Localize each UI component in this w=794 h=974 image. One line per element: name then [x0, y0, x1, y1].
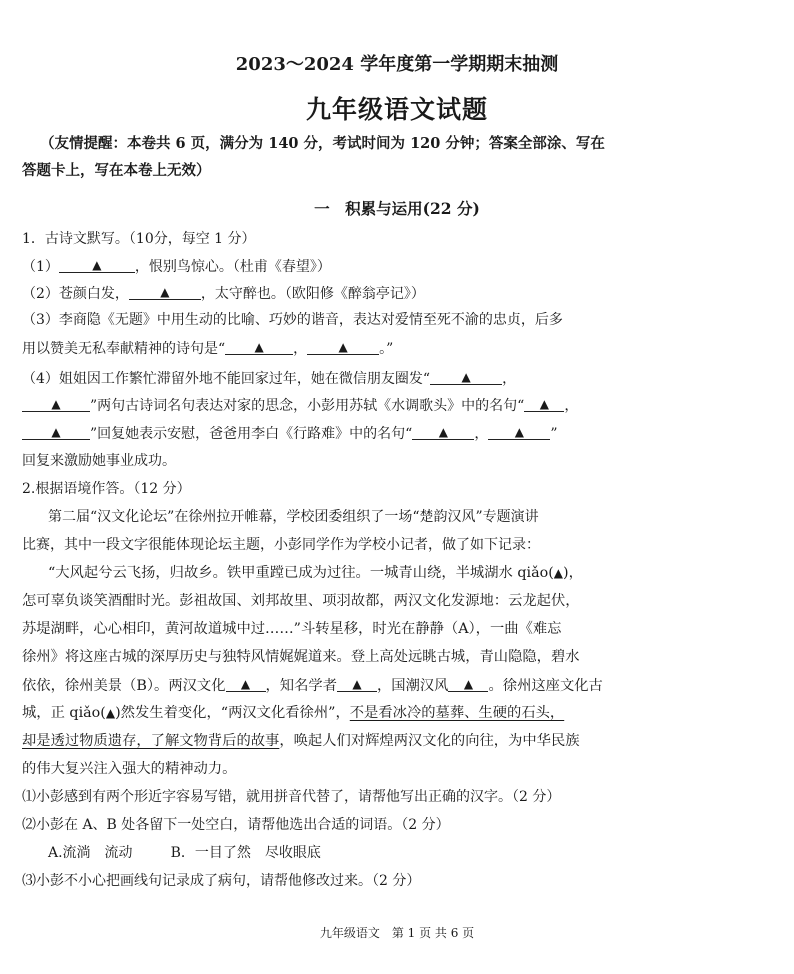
underlined-sentence-part2: 却是透过物质遗存，了解文物背后的故事: [22, 733, 280, 749]
q2-sub2-options: [48, 843, 321, 863]
q2-passage-line1: [48, 563, 583, 583]
q1-sub4-line2-text: ”两句古诗词名句表达对家的思念，小彭用苏轼《水调歌头》中的名句“: [90, 398, 525, 414]
answer-blank-triangle-icon: [524, 395, 564, 412]
q2-option-a: A.流淌 流动: [48, 845, 133, 861]
q2-sub2: ⑵小彭在 A、B 处各留下一处空白，请帮他选出合适的词语。（2 分）: [22, 817, 450, 833]
answer-blank-triangle-icon: [337, 675, 377, 692]
answer-blank-triangle-icon: [59, 256, 135, 273]
q2-stem: 2.根据语境作答。（12 分）: [22, 481, 191, 497]
page-footer: 九年级语文 第 1 页 共 6 页: [319, 926, 475, 940]
answer-blank-triangle-icon: [307, 338, 379, 355]
q1-sub4-line3-end: ”: [550, 426, 558, 442]
q2-passage-line5: [22, 675, 603, 696]
underlined-sentence-part1: 不是看冰冷的墓葬、生硬的石头，: [349, 705, 565, 721]
q1-sub3-line2: [22, 338, 393, 359]
q2-passage-line7: [22, 731, 580, 751]
q1-sub3-comma: ，: [293, 341, 308, 357]
answer-blank-triangle-icon: [225, 338, 293, 355]
q1-sub1-text: ，恨别鸟惊心。（杜甫《春望》）: [134, 259, 331, 275]
q2-passage-line2: 怎可辜负谈笑酒酣时光。彭祖故国、刘邦故里、项羽故都，两汉文化发源地：云龙起伏，: [22, 593, 580, 609]
q2-passage-p5-d: 。徐州这座文化古: [488, 678, 603, 694]
q2-sub3: ⑶小彭不小心把画线句记录成了病句，请帮他修改过来。（2 分）: [22, 873, 421, 889]
q1-sub3-line1: （3）李商隐《无题》中用生动的比喻、巧妙的谐音，表达对爱情至死不渝的忠贞，后多: [22, 312, 563, 328]
q2-passage-p5-c: ，国潮汉风: [377, 678, 449, 694]
q1-sub2-text-a: （2）苍颜白发，: [22, 286, 129, 302]
q2-passage-line4: 徐州》将这座古城的深厚历史与独特风情娓娓道来。登上高处远眺古城，青山隐隐，碧水: [22, 649, 580, 665]
q2-passage-p1-end: )，: [563, 565, 583, 581]
answer-blank-triangle-icon: [22, 395, 90, 412]
q1-sub3-end: 。”: [379, 341, 394, 357]
q2-passage-line6: [22, 703, 564, 723]
q2-sub1: ⑴小彭感到有两个形近字容易写错，就用拼音代替了，请帮他写出正确的汉字。（2 分）: [22, 789, 561, 805]
q2-intro-line1: 第二届“汉文化论坛”在徐州拉开帷幕，学校团委组织了一场“楚韵汉风”专题演讲: [48, 509, 539, 525]
q1-sub1-num: （1）: [22, 259, 59, 275]
q2-passage-p7-b: ，唤起人们对辉煌两汉文化的向往，为中华民族: [279, 733, 580, 749]
q1-sub4-line4: 回复来激励她事业成功。: [22, 453, 176, 469]
answer-blank-triangle-icon: [430, 368, 502, 385]
q1-sub2: [22, 283, 425, 304]
notice-line-2: 答题卡上，写在本卷上无效）: [22, 162, 211, 179]
q1-sub4-line3: [22, 423, 558, 444]
q1-sub4-line2-end: ，: [564, 398, 579, 414]
notice-line-1: （友情提醒：本卷共 6 页，满分为 140 分，考试时间为 120 分钟；答案全部涂、写在: [40, 135, 605, 152]
q2-passage-p6-a: 城，正 qiǎo(: [22, 705, 106, 721]
q1-stem: 1．古诗文默写。（10分，每空 1 分）: [22, 231, 256, 247]
q2-passage-p1: “大风起兮云飞扬，归故乡。铁甲重蹚已成为过往。一城青山绕，半城湖水 qiǎo(: [48, 565, 554, 581]
q1-sub4-comma: ，: [502, 371, 517, 387]
paper-title: 九年级语文试题: [305, 95, 488, 124]
q1-sub4-line2: [22, 395, 578, 416]
q1-sub1: [22, 256, 331, 277]
q1-sub4-text: （4）姐姐因工作繁忙滞留外地不能回家过年，她在微信朋友圈发“: [22, 371, 431, 387]
section-1-title: 一 积累与运用(22 分): [314, 199, 480, 218]
exam-title: 2023～2024 学年度第一学期期末抽测: [235, 54, 559, 75]
q1-sub4-line3-comma: ，: [474, 426, 489, 442]
q1-sub3-text: 用以赞美无私奉献精神的诗句是“: [22, 341, 226, 357]
q1-sub4-line3-text: ”回复她表示安慰，爸爸用李白《行路难》中的名句“: [90, 426, 413, 442]
q1-sub4-line1: [22, 368, 516, 389]
q2-passage-p5-a: 依依，徐州美景（B）。两汉文化: [22, 678, 226, 694]
q2-option-b: B．一目了然 尽收眼底: [170, 845, 321, 861]
answer-blank-triangle-icon: [412, 423, 474, 440]
answer-blank-triangle-icon: [226, 675, 266, 692]
blank-triangle-icon: ▲: [105, 706, 116, 720]
q2-passage-p5-b: ，知名学者: [265, 678, 337, 694]
blank-triangle-icon: ▲: [553, 566, 564, 580]
q2-passage-p6-b: )然发生着变化，“两汉文化看徐州”，: [115, 705, 350, 721]
q1-sub2-text-b: ，太守醉也。（欧阳修《醉翁亭记》）: [200, 286, 425, 302]
answer-blank-triangle-icon: [22, 423, 90, 440]
answer-blank-triangle-icon: [448, 675, 488, 692]
answer-blank-triangle-icon: [129, 283, 201, 300]
answer-blank-triangle-icon: [488, 423, 550, 440]
q2-passage-line3: 苏堤湖畔，心心相印，黄河故道城中过……”斗转星移，时光在静静（A），一曲《难忘: [22, 621, 562, 637]
q2-passage-line8: 的伟大复兴注入强大的精神动力。: [22, 761, 237, 777]
q2-intro-line2: 比赛，其中一段文字很能体现论坛主题，小彭同学作为学校小记者，做了如下记录：: [22, 537, 540, 553]
